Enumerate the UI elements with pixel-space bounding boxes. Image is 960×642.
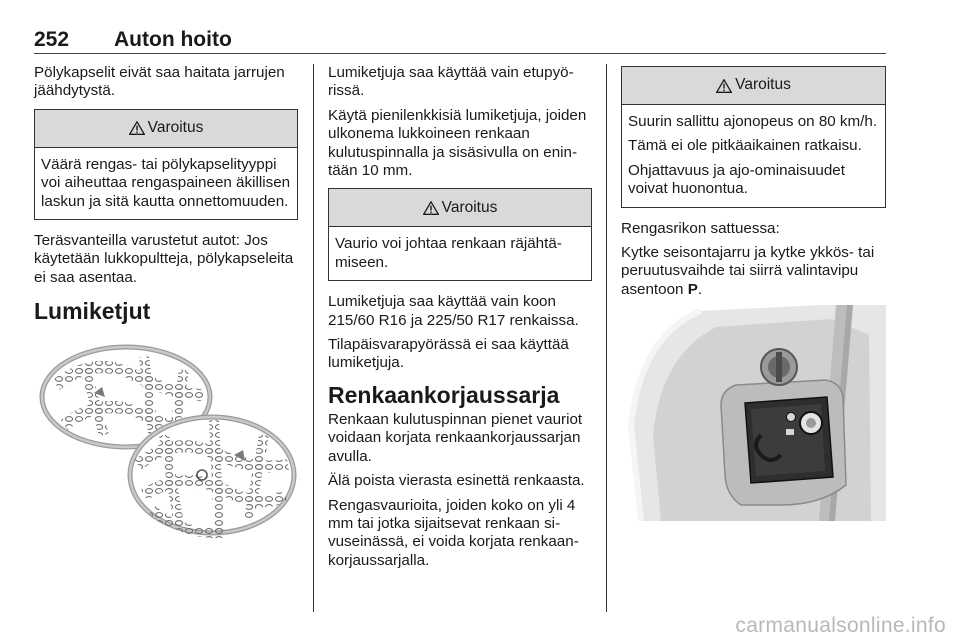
repair-kit-limitations: Rengasvaurioita, joiden koko on yli 4 mm tai jotka sijaitsevat renkaan sivuseinässä, ei voida korjata renkaankorjaussarjalla.	[328, 496, 579, 569]
chains-spare-wheel: Tilapäisvarapyörässä ei saa käyttää lumiketjuja.	[328, 336, 569, 372]
warning-triangle-icon	[716, 79, 732, 93]
column-1	[34, 64, 298, 545]
warning-title: Varoitus	[147, 119, 204, 137]
flat-tyre-heading: Rengasrikon sattuessa:	[621, 219, 780, 237]
watermark: carmanualsonline.info	[735, 614, 946, 637]
page-header	[34, 28, 886, 54]
gear-position-p: P	[687, 280, 698, 298]
snow-chains-illustration	[34, 335, 298, 545]
warning-body	[35, 148, 297, 219]
page-number: 252	[34, 28, 70, 51]
warning-title: Varoitus	[441, 198, 498, 216]
warning-box-explosion	[328, 188, 592, 281]
chains-front-wheels: Lumiketjuja saa käyttää vain etupyörissä.	[328, 64, 574, 100]
warning-box-speed	[621, 66, 886, 208]
repair-kit-intro: Renkaan kulutuspinnan pienet vauriot voidaan korjata renkaankorjaussarjan avulla.	[328, 410, 583, 465]
flat-tyre-instructions: Kytke seisontajarru ja kytke ykkös- tai peruutusvaihde tai siirrä valintavipu asentoon P.	[621, 244, 875, 298]
steel-rims-note: Teräsvanteilla varustetut autot: Jos käytetään lukkopultteja, pölykapseleita ei saa asentaa.	[34, 232, 294, 286]
warning-title: Varoitus	[735, 76, 791, 94]
warning-text: Vaurio voi johtaa renkaan räjähtämiseen.	[335, 235, 562, 271]
column-divider-2	[606, 64, 607, 612]
warning-triangle-icon	[129, 121, 145, 135]
column-3	[621, 64, 886, 521]
trunk-repair-kit-illustration	[621, 305, 886, 521]
repair-kit-foreign-object: Älä poista vierasta esinettä renkaasta.	[328, 472, 585, 490]
column-2	[328, 64, 592, 576]
column-divider-1	[313, 64, 314, 612]
warning-body	[622, 105, 885, 207]
warning-temporary: Tämä ei ole pitkäaikainen ratkaisu.	[628, 137, 862, 155]
warning-header	[329, 189, 591, 227]
header-rule	[34, 53, 886, 54]
chains-tyre-sizes: Lumiketjuja saa käyttää vain koon 215/60 R16 ja 225/50 R17 renkaissa.	[328, 293, 579, 329]
warning-body	[329, 227, 591, 280]
chapter-title: Auton hoito	[114, 28, 232, 51]
chains-link-size: Käytä pienilenkkisiä lumiketjuja, joiden ulkonema lukkoineen renkaan kulutuspinnalla ja sisäsivulla on enintään 10 mm.	[328, 106, 587, 180]
warning-max-speed: Suurin sallittu ajonopeus on 80 km/h.	[628, 113, 878, 130]
warning-triangle-icon	[423, 201, 439, 215]
warning-box-hubcap	[34, 109, 298, 220]
warning-header	[622, 67, 885, 105]
section-heading-repair-kit: Renkaankorjaussarja	[328, 381, 560, 408]
hubcap-intro: Pölykapselit eivät saa haitata jarrujen jäähdytystä.	[34, 64, 285, 100]
warning-handling: Ohjattavuus ja ajo-ominaisuudet voivat huonontua.	[628, 161, 845, 198]
warning-header	[35, 110, 297, 148]
section-heading-snow-chains: Lumiketjut	[34, 298, 151, 325]
warning-text: Väärä rengas- tai pölykapselityyppi voi aiheuttaa rengaspaineen äkillisen laskun ja sitä kautta onnettomuuden.	[41, 155, 291, 210]
